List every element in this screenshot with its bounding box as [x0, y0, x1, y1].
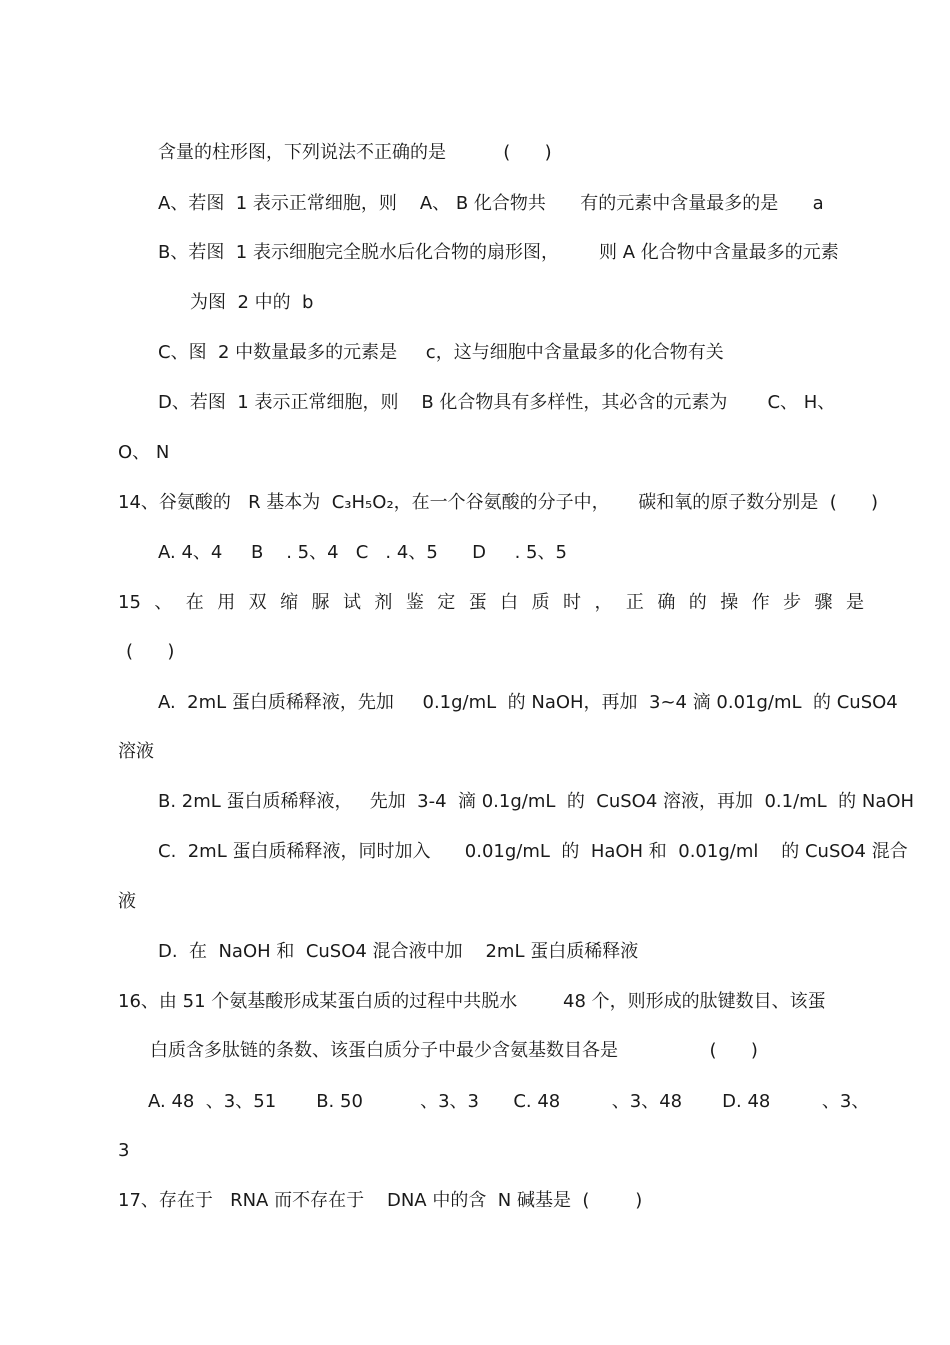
- q15-option-c-continued: 液: [118, 891, 136, 912]
- q15-option-b: B. 2mL 蛋白质稀释液， 先加 3-4 滴 0.1g/mL 的 CuSO4 溶液，再加 0.1/mL 的 NaOH: [158, 791, 915, 812]
- q15-char: 操: [720, 592, 739, 613]
- q15-char: 的: [688, 592, 707, 613]
- q15-char: 是: [845, 592, 864, 613]
- q15-char: 正: [625, 592, 644, 613]
- q15-char: 确: [657, 592, 676, 613]
- q15-char: 脲: [311, 592, 330, 613]
- q15-option-a: A. 2mL 蛋白质稀释液，先加 0.1g/mL 的 NaOH，再加 3~4 滴 0.01g/mL 的 CuSO4: [158, 692, 898, 713]
- q16-options: A. 48 、3、51 B. 50 、3、3 C. 48 、3、48 D. 48 、3、: [148, 1091, 870, 1112]
- q15-answer-bracket: ( ): [126, 641, 175, 662]
- q15-char: 鉴: [405, 592, 424, 613]
- q15-char: 试: [342, 592, 361, 613]
- q13-stem-continuation: 含量的柱形图，下列说法不正确的是 ( ): [158, 142, 552, 163]
- q15-char: 15: [118, 592, 141, 613]
- q15-char: 双: [248, 592, 267, 613]
- q15-char: 用: [217, 592, 236, 613]
- q15-char: 定: [437, 592, 456, 613]
- q13-option-c: C、图 2 中数量最多的元素是 c，这与细胞中含量最多的化合物有关: [158, 342, 724, 363]
- q13-option-b: B、若图 1 表示细胞完全脱水后化合物的扇形图， 则 A 化合物中含量最多的元素: [158, 242, 839, 263]
- q15-char: 作: [751, 592, 770, 613]
- q15-option-d: D. 在 NaOH 和 CuSO4 混合液中加 2mL 蛋白质稀释液: [158, 941, 639, 962]
- q16-stem: 16、由 51 个氨基酸形成某蛋白质的过程中共脱水 48 个，则形成的肽键数目、该蛋: [118, 991, 826, 1012]
- q15-char: 骤: [814, 592, 833, 613]
- q15-char: 时: [563, 592, 582, 613]
- q15-char: 步: [783, 592, 802, 613]
- q15-char: 质: [531, 592, 550, 613]
- q15-char: ，: [594, 592, 613, 613]
- q14-options: A. 4、4 B . 5、4 C . 4、5 D . 5、5: [158, 542, 567, 563]
- q14-stem: 14、谷氨酸的 R 基本为 C₃H₅O₂，在一个谷氨酸的分子中， 碳和氧的原子数分别是 ( ): [118, 492, 879, 513]
- q15-char: 剂: [374, 592, 393, 613]
- q13-option-b-continued: 为图 2 中的 b: [190, 292, 314, 313]
- q15-char: 缩: [280, 592, 299, 613]
- q15-char: 在: [185, 592, 204, 613]
- q16-stem-continued: 白质含多肽链的条数、该蛋白质分子中最少含氨基数目各是 ( ): [150, 1040, 758, 1061]
- q13-option-d-continued: O、 N: [118, 442, 170, 463]
- q16-options-continued: 3: [118, 1140, 130, 1161]
- q15-char: 白: [500, 592, 519, 613]
- q13-option-d: D、若图 1 表示正常细胞，则 B 化合物具有多样性，其必含的元素为 C、 H、: [158, 392, 836, 413]
- q15-stem: [118, 592, 864, 614]
- q13-option-a: A、若图 1 表示正常细胞，则 A、 B 化合物共 有的元素中含量最多的是 a: [158, 193, 824, 214]
- q15-char: 、: [154, 592, 173, 613]
- q15-option-a-continued: 溶液: [118, 741, 154, 762]
- q17-stem: 17、存在于 RNA 而不存在于 DNA 中的含 N 碱基是 ( ): [118, 1190, 643, 1211]
- q15-char: 蛋: [468, 592, 487, 613]
- q15-option-c: C. 2mL 蛋白质稀释液，同时加入 0.01g/mL 的 HaOH 和 0.01g/ml 的 CuSO4 混合: [158, 841, 908, 862]
